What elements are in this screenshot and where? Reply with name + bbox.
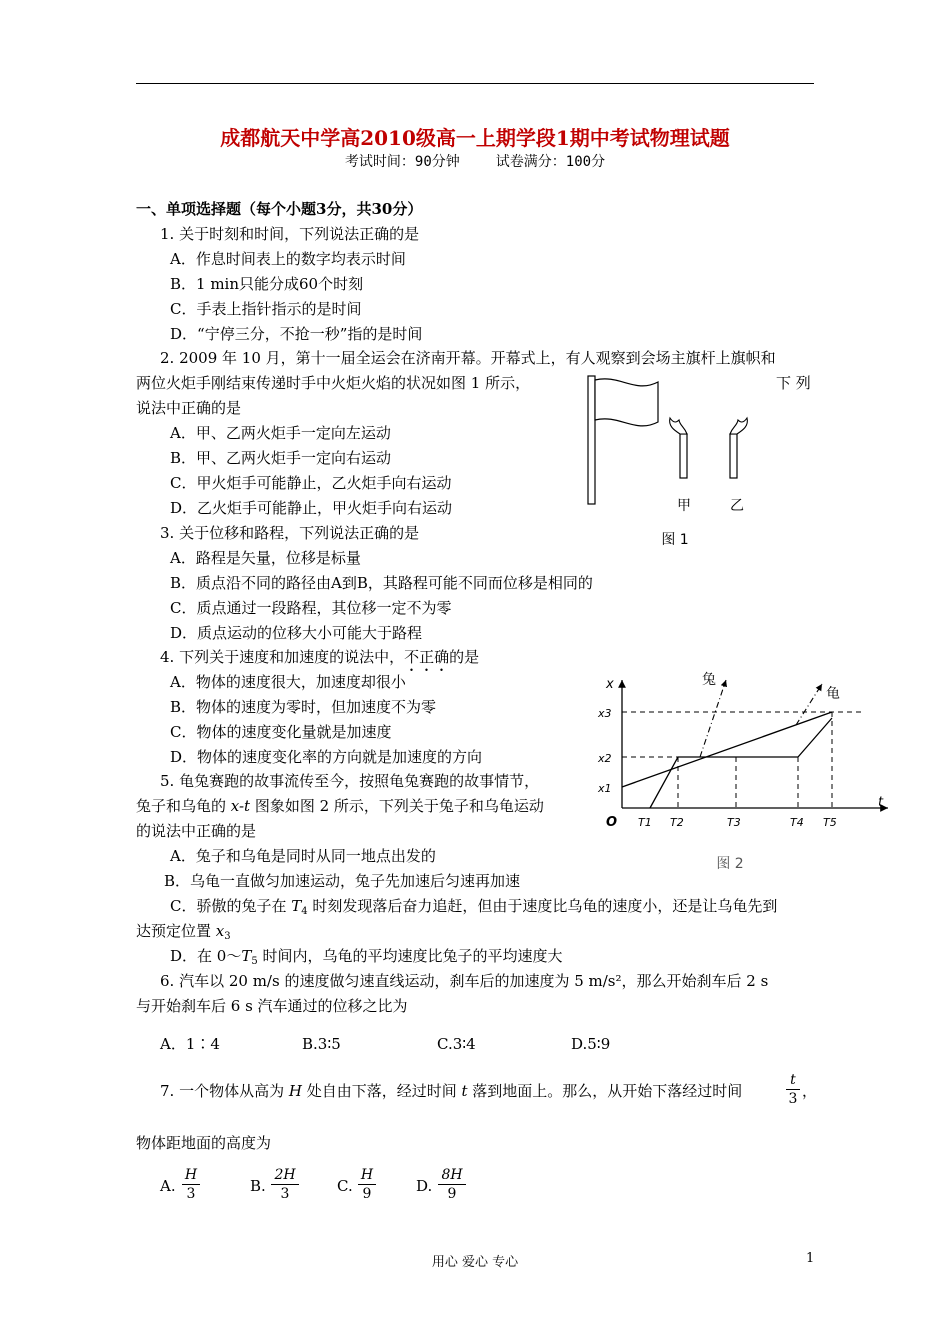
q6-stem-line1: 6. 汽车以 20 m/s 的速度做匀速直线运动，刹车后的加速度为 5 m/s²，那么开始刹车后 2 s (160, 972, 769, 990)
exam-meta (0, 151, 950, 171)
q5-option-a: A．兔子和乌龟是同时从同一地点出发的 (170, 847, 436, 865)
tick-T2: T2 (670, 816, 684, 829)
q6-option-c: C.3∶4 (437, 1035, 476, 1053)
q5-option-d: D．在 $0\sim T_5$ 时间内，乌龟的平均速度比兔子的平均速度大 (170, 947, 563, 967)
rabbit-extension (700, 680, 726, 757)
q1-option-d: D．“宁停三分，不抢一秒”指的是时间 (170, 325, 423, 343)
footer-motto: 用心 爱心 专心 (431, 1255, 519, 1270)
tick-x1: x1 (598, 782, 612, 795)
q7-option-a-fraction: H 3 (182, 1167, 200, 1202)
q7-option-c-label: C. (337, 1177, 353, 1195)
label-rabbit: 兔 (702, 672, 716, 688)
tick-T3: T3 (727, 816, 741, 829)
label-turtle: 龟 (826, 686, 840, 702)
q5-stem-line2: 兔子和乌龟的 x-t 图象如图 2 所示，下列关于兔子和乌龟运动 (136, 797, 544, 815)
q7-option-b-label: B. (250, 1177, 266, 1195)
q7-fraction-t-over-3: t 3 (786, 1072, 800, 1107)
q7-stem-comma: ， (802, 1082, 818, 1100)
flagpole (588, 376, 595, 504)
torch-jia-flame (670, 418, 687, 434)
tick-x3: x3 (598, 707, 612, 720)
figure-1-flag-torches (580, 372, 770, 552)
rabbit-line (650, 718, 832, 808)
turtle-line (622, 712, 832, 787)
q4-option-d: D．物体的速度变化率的方向就是加速度的方向 (170, 748, 483, 766)
q4-option-c: C．物体的速度变化量就是加速度 (170, 723, 392, 741)
q4-option-a: A．物体的速度很大，加速度却很小 (170, 673, 406, 691)
torch-jia-handle (680, 434, 687, 478)
axis-label-x: x (606, 677, 614, 692)
q1-option-a: A．作息时间表上的数字均表示时间 (170, 250, 406, 268)
q3-option-d: D．质点运动的位移大小可能大于路程 (170, 624, 423, 642)
torch-yi-flame (730, 418, 747, 434)
q2-option-d: D．乙火炬手可能静止，甲火炬手向右运动 (170, 499, 453, 517)
tick-T4: T4 (790, 816, 804, 829)
q7-option-d-label: D. (416, 1177, 433, 1195)
label-yi: 乙 (730, 498, 744, 514)
q5-stem-line3: 的说法中正确的是 (136, 822, 257, 840)
q3-option-b: B．质点沿不同的路径由A到B，其路程可能不同而位移是相同的 (170, 574, 593, 592)
exam-time: 考试时间：90分钟 (344, 154, 460, 170)
q2-option-a: A．甲、乙两火炬手一定向左运动 (170, 424, 391, 442)
q5-option-c: C．骄傲的兔子在 $T_4$ 时刻发现落后奋力追赶，但由于速度比乌龟的速度小，还是让乌龟先到 (170, 897, 778, 917)
q6-stem-line2: 与开始刹车后 6 s 汽车通过的位移之比为 (136, 997, 408, 1015)
figure-2-xt-graph (590, 668, 890, 878)
q3-option-c: C．质点通过一段路程，其位移一定不为零 (170, 599, 452, 617)
q6-option-a: A．1∶4 (160, 1035, 220, 1053)
q1-option-c: C．手表上指针指示的是时间 (170, 300, 362, 318)
flag (595, 379, 658, 426)
q2-option-c: C．甲火炬手可能静止，乙火炬手向右运动 (170, 474, 452, 492)
q2-stem-line3: 说法中正确的是 (136, 399, 242, 417)
q7-option-c-fraction: H 9 (358, 1167, 376, 1202)
q2-option-b: B．甲、乙两火炬手一定向右运动 (170, 449, 392, 467)
q7-stem: 7. 一个物体从高为 H 处自由下落，经过时间 t 落到地面上。那么，从开始下落经过时间 (160, 1082, 743, 1100)
tick-T1: T1 (638, 816, 652, 829)
q4-option-b: B．物体的速度为零时，但加速度不为零 (170, 698, 437, 716)
q1-option-b: B．1 min只能分成60个时刻 (170, 275, 364, 293)
q7-option-a-label: A. (160, 1177, 176, 1195)
figure-1-caption: 图 1 (661, 532, 689, 548)
q2-stem-line2: 两位火炬手刚结束传递时手中火炬火焰的状况如图 1 所示， (136, 374, 531, 392)
q7-option-d-fraction: 8H 9 (438, 1167, 466, 1202)
header-rule (136, 83, 814, 84)
q4-emphasis: 不正确 (404, 648, 450, 666)
torch-yi-handle (730, 434, 737, 478)
q2-stem-line2-tail: 下 列 (776, 374, 811, 392)
tick-x2: x2 (598, 752, 612, 765)
section-heading: 一、单项选择题（每个小题3分，共30分） (136, 200, 423, 218)
q2-stem-line1: 2. 2009 年 10 月，第十一届全运会在济南开幕。开幕式上，有人观察到会场主旗杆上旗帜和 (160, 349, 776, 367)
q6-option-d: D.5∶9 (571, 1035, 611, 1053)
label-jia: 甲 (677, 498, 691, 514)
q7-stem-line2: 物体距地面的高度为 (136, 1134, 272, 1152)
q3-stem: 3. 关于位移和路程，下列说法正确的是 (160, 524, 420, 542)
origin-label: O (606, 815, 618, 830)
turtle-extension (796, 684, 822, 725)
exam-title: 成都航天中学高2010级高一上期学段1期中考试物理试题 (220, 126, 730, 150)
q4-stem: 4. 下列关于速度和加速度的说法中，不正确的是 (160, 648, 480, 666)
q5-option-c-cont: 达预定位置 $x_3$ (136, 922, 231, 942)
q7-option-b-fraction: 2H 3 (271, 1167, 299, 1202)
tick-T5: T5 (823, 816, 837, 829)
q1-stem: 1. 关于时刻和时间，下列说法正确的是 (160, 225, 420, 243)
page-number: 1 (806, 1251, 815, 1266)
q5-stem-line1: 5. 龟兔赛跑的故事流传至今，按照龟兔赛跑的故事情节， (160, 772, 540, 790)
q6-option-b: B.3∶5 (302, 1035, 341, 1053)
full-score: 试卷满分：100分 (495, 154, 606, 170)
axis-label-t: t (878, 795, 884, 810)
q5-option-b: B．乌龟一直做匀加速运动，兔子先加速后匀速再加速 (164, 872, 521, 890)
figure-2-caption: 图 2 (716, 856, 744, 872)
q3-option-a: A．路程是矢量，位移是标量 (170, 549, 361, 567)
